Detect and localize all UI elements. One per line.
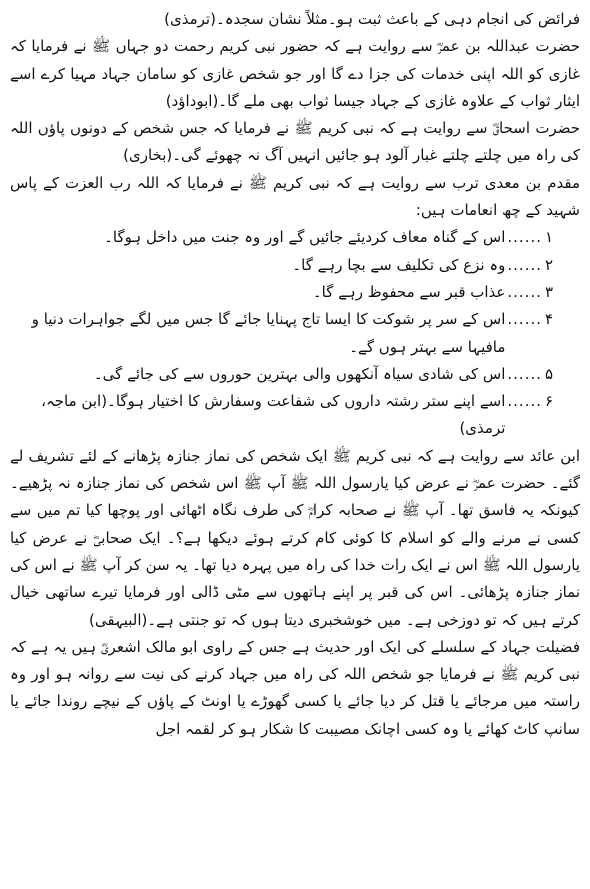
reward-dots: ...... xyxy=(507,282,542,301)
hadith-miqdam-intro: مقدم بن معدی ترب سے روایت ہے کہ نبی کریم ﷺ نے فرمایا کہ اللہ رب العزت کے پاس شہید کے چھ انعامات ہیں: xyxy=(10,173,580,220)
reward-number: ۳ xyxy=(544,282,554,301)
reward-text: اس کے سر پر شوکت کا ایسا تاج پہنایا جائے گا جس میں لگے جواہرات دنیا و مافیہا سے بہتر ہوں گے۔ xyxy=(31,310,506,356)
hadith-abdullah-bin-umar: حضرت عبداللہ بن عمرؓ سے روایت ہے کہ حضور نبی کریم رحمت دو جہاں ﷺ نے فرمایا کہ غازی کو اللہ اپنی خدمات کی جزا دے گا اور جو شخص غازی کو سامان جہاد مہیا کرے اسے ایثار ثواب کے علاوہ غازی کے جہاد جیسا ثواب بھی ملے گا۔(ابوداؤد) xyxy=(10,37,580,110)
reward-dots: ...... xyxy=(507,392,542,411)
reward-item-1 xyxy=(10,224,580,251)
reward-text: عذاب قبر سے محفوظ رہے گا۔ xyxy=(312,282,506,301)
reward-text: اسے اپنے ستر رشتہ داروں کی شفاعت وسفارش کا اختیار ہوگا۔(ابن ماجہ، ترمذی) xyxy=(41,392,506,438)
reward-number: ۵ xyxy=(544,364,554,383)
reward-dots: ...... xyxy=(507,310,542,329)
reward-item-5 xyxy=(10,361,580,388)
reward-text: اس کے گناہ معاف کردیئے جائیں گے اور وہ جنت میں داخل ہوگا۔ xyxy=(104,228,506,247)
reward-item-4 xyxy=(10,306,580,361)
reward-item-2 xyxy=(10,252,580,279)
reward-text: وہ نزع کی تکلیف سے بچا رہے گا۔ xyxy=(292,255,506,274)
paragraph-fragment-top: فرائض کی انجام دہی کے باعث ثبت ہو۔مثلاً نشان سجدہ۔(ترمذی) xyxy=(164,10,580,28)
reward-item-6 xyxy=(10,388,580,443)
reward-dots: ...... xyxy=(507,255,542,274)
hadith-ibn-aaid: ابن عائد سے روایت ہے کہ نبی کریم ﷺ ایک شخص کی نماز جنازہ پڑھانے کے لئے تشریف لے گئے۔ حضرت عمرؓ نے عرض کیا یارسول اللہ ﷺ آپ ﷺ اس شخص کی نماز جنازہ نہ پڑھیے۔ کیونکہ یہ فاسق تھا۔ آپ ﷺ نے صحابہ کرامؓ کی طرف نگاہ اٹھائی اور پوچھا کیا تم میں سے کسی نے مرنے والے کو اسلام کا کوئی کام کرتے ہوئے دیکھا ہے؟۔ ایک صحابیؓ نے عرض کیا یارسول اللہ ﷺ اس نے ایک رات خدا کی راہ میں پہرہ دیا تھا۔ یہ سن کر آپ ﷺ نے اس کی نماز جنازہ پڑھائی۔ اس کی قبر پر اپنے ہاتھوں سے مٹی ڈالی اور فرمایا تیرے ساتھی خیال کرتے ہیں کہ تو دوزخی ہے۔ میں خوشخبری دیتا ہوں کہ تو جنتی ہے۔(البیہقی) xyxy=(10,446,580,629)
reward-dots: ...... xyxy=(507,228,542,247)
reward-item-3 xyxy=(10,279,580,306)
reward-number: ۶ xyxy=(544,392,554,411)
reward-text: اس کی شادی سیاہ آنکھوں والی بہترین حوروں سے کی جائے گی۔ xyxy=(93,364,506,383)
hadith-abu-malik-ashari: فضیلت جہاد کے سلسلے کی ایک اور حدیث ہے جس کے راوی ابو مالک اشعریؓ ہیں یہ ہے کہ نبی کریم ﷺ نے فرمایا جو شخص اللہ کی راہ میں جہاد کرنے کی نیت سے روانہ ہو اور وہ راستہ میں مرجائے یا قتل کر دیا جائے یا کسی گھوڑے یا اونٹ کے پاؤں کے نیچے روندا جائے یا سانپ کاٹ کھائے یا وہ کسی اچانک مصیبت کا شکار ہو کر لقمہ اجل xyxy=(10,637,580,738)
martyr-rewards-list xyxy=(10,224,580,442)
reward-number: ۴ xyxy=(544,310,554,329)
reward-dots: ...... xyxy=(507,364,542,383)
reward-number: ۲ xyxy=(544,255,554,274)
hadith-ishaq: حضرت اسحاقؓ سے روایت ہے کہ نبی کریم ﷺ نے فرمایا کہ جس شخص کے دونوں پاؤں اللہ کی راہ میں چلتے چلتے غبار آلود ہو جائیں انہیں آگ نہ چھوئے گی۔(بخاری) xyxy=(10,119,580,165)
reward-number: ۱ xyxy=(544,228,554,247)
